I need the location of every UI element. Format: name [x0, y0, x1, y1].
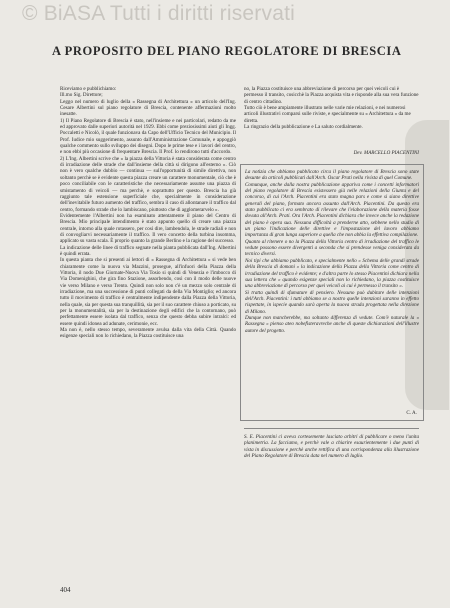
footnote-divider	[244, 428, 419, 429]
letter-signature: Dev. MARCELLO PIACENTINI	[353, 150, 419, 156]
letter-continuation: no, la Piazza costituisce una abbreviazione di percorso per quei veicoli cui è permesso il transito, cosicchè la Piazza acquista vita e risponde alla sua vera funzione di centro cittadino. Tutto ciò è bene ampiamente illustrato nelle varie mie relazioni, e nei numerosi articoli illustrativi comparsi sulle riviste, e specialmente su « Architettura » da me diretta. La ringrazio della pubblicazione e La saluto cordialmente.	[244, 86, 419, 131]
article-title: A PROPOSITO DEL PIANO REGOLATORE DI BRESCIA	[52, 44, 402, 58]
page-number: 404	[60, 586, 71, 594]
editorial-note-box	[240, 164, 424, 421]
letter-left-column: Riceviamo e pubblichiamo: Ill.mo Sig. Direttore; Leggo nel numero di luglio della « Rassegna di Architettura » un articolo dell'Ing. Cesare Albertini sul piano regolatore di Brescia, contenente affermazioni molto inesatte. 1) Il Piano Regolatore di Brescia è stato, nell'insieme e nei particolari, redatto da me ed approvato dalle superiori autorità nel 1929. Ebbi come preziosissimi aiuti gli Ingg. Poccaletti e Nicolò, il quale funzionava da Capo dell'Ufficio Tecnico del Municipio. Il Prof. Iudice mio suggerimento, assunto dall'Amministrazione Comunale, e appoggiò qualche commento sullo sviluppo dei disegni. Dopo le prime tese e i lavori del centro, e non ebbi più occasione di frequentare Brescia. Il Prof. lo rendirono tutti d'accordo. 2) L'Ing. Albertini scrive che « la piazza della Vittoria è stata considerata come centro di irradiazione delle strade che dall'insieme della città si dirigono all'esterno ». Ciò non è vero qualche dubbio — continua — sull'opportunità di simile direttiva, non soltanto perchè se è evidente questa piazza creare un carattere monumentale, ciò che è poco conciliabile con le caratteristiche che necessariamente assume una piazza di smistamento di veicoli — ma perchè, e soprattutto per questo. Brescia ha già raggiunto tale estensione superficiale che, specialmente in considerazione dell'inevitabile futuro aumento del traffico, sembra il caso di allontanare il traffico dal centro, formando strade che lo lambiscano, piuttosto che di agglomerarvelo ». Evidentemente l'Albertini non ha esaminato attentamente il piano del Centro di Brescia. Mio principale intendimento è stato appunto quello di creare una piazza centrale, intorno alla quale rotassero, per così dire, lambendola, le strade radiali e non di convogliarvi necessariamente il traffico. Il vero concetto della turbina insomma, applicato su vasta scala. È proprio quanto la grande Berlino e la ragione del successo. La indicazione delle linee di traffico segnate nella pianta pubblicata dall'Ing. Albertini è quindi errata. In questa pianta che si presenti ai lettori di « Rassegna di Architettura » si vede ben chiaramente come la nuova via Mazzini, prosegue, all'infuori della Piazza della Vittoria, il nodo Due Giornate-Nuova Via Tosio si quindi di Venezia e l'imbocco di Via Domenighini, che gira fino Stazione, assorbendo, così con il modo delle nuove vie verso Milano e verso Trento. Quindi non solo non c'è un mezzo solo centrale di irradiazione, ma una successione di punti collegati da della Via Montiglio; ed ancora tutto il movimento di traffico è centralmente indipendente dalla Piazza della Vittoria, nella quale, sia per questa sua tranquillità, sia per il suo carattere chiuso a porticato, su per la monumentalità, sia per la destinazione degli edifici che la contornano, può perfettamente essere isolata dal traffico, senza che questo debba subire intralci: ed essere quindi idonea ad adunate, cerimonie, ecc. Ma non è, nello stesso tempo, severamente avulsa dalla vita della Città. Quando esigenze speciali non lo richiedano, la Piazza costituisce una	[60, 86, 236, 340]
editorial-note-text: La notizia che abbiamo pubblicato circa il piano regolatore di Brescia sono state desunte da articoli pubblicati dall'Arch. Oscar Prati nella rivista di quel Comune. Comunque, anche dalla nostra pubblicazione appariva come i concetti informatori del piano regolatore di Brescia esistessero già nelle relazioni della Giunta e del concorso, di cui l'Arch. Piacentini era stato magna pars e come si siano direttive generali del piano, formato ancora assunto dall'Arch. Piacentini. Da questo era stato pubblicato ci era sembrato di rilevare che l'elaborazione della materia fosse dovuta all'Arch. Prati. Ora l'Arch. Piacentini dichiara che invece anche la redazione del piano è opera sua. Nessuna difficoltà a prenderne atto, sebbene nello studio di un piano l'indicazione delle direttive e l'impostazione del lavoro abbiamo importanza di gran lunga superiore a quella che non abbia la effettiva compilazione. Quanto al ritenere o no la Piazza della Vittoria centro di irradiazione del traffico le vedute possono essere divergenti a seconda che si prendesse veniga considerata da tecnico diversi. Noi tipi che abbiamo pubblicato, e specialmente nello « Schema delle grandi strade della Brescia di domani » la indicazione della Piazza della Vittoria come centro di irradiazione del traffico è evidente; e d'altra parte lo stesso Piacentini dichiara nella sua lettera che « quando esigenze speciali non lo richiedano, la piazza costituisce una abbreviazione di percorso per quei veicoli ai cui è permesso il transito ». Si tratta quindi di sfumature di pensiero. Nessuno può dubitare delle intenzioni dell'Arch. Piacentini: i tutti abbiamo se a nostro quelle intenzioni saranno in effetto rispettate, in ispecie quando sarà aperta la nuova strada progettata nella direzione di Milano. Dunque non mancherebbe, ma soltanto differenza di vedute. Com'è naturale la « Rassegna » pienso ateo nobefisteravreche anche di queste dichiarazioni dell'illustre autore del progetto.	[245, 169, 419, 334]
editorial-note-signature: C. A.	[406, 410, 417, 416]
footnote: S. E. Piacentini ci aveva cortesemente lasciato arbitri di pubblicare o meno l'unita planimetria. La facciamo, e perchè vale a chiarire esaurientemente i due punti di vista in discussione e perchè anche rettifica di una corrispondenza alla illustrazione del Piano Regolatore di Brescia data nel numero di luglio.	[244, 434, 419, 460]
watermark: © BiASA Tutti i diritti riservati	[22, 2, 295, 25]
